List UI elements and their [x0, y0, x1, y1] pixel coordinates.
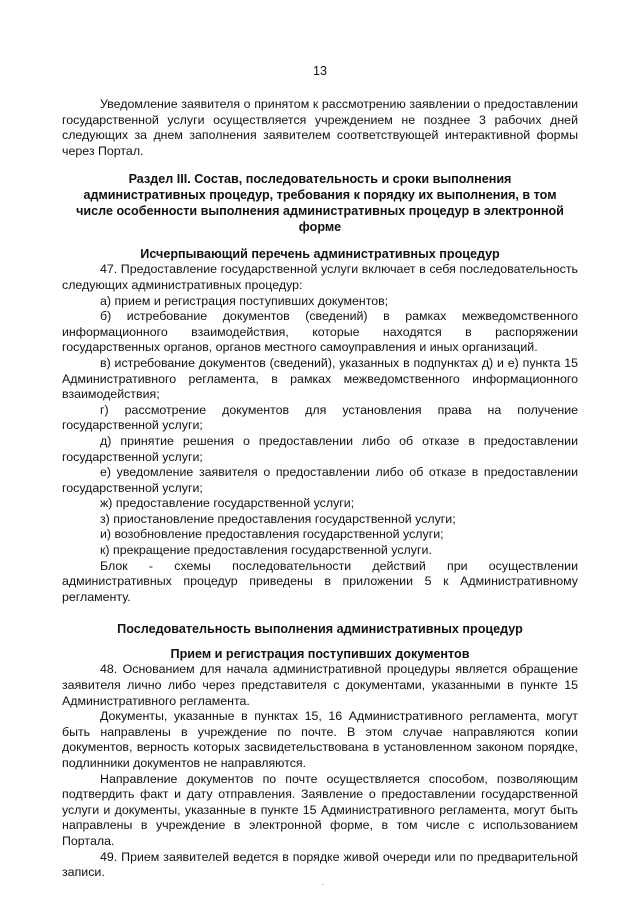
- list-item: ж) предоставление государственной услуги;: [100, 496, 355, 511]
- list-item: е) уведомление заявителя о предоставлении либо об отказе в предоставлении государственной услуги;: [62, 465, 578, 495]
- procedure-list: [62, 294, 578, 559]
- reception-heading: Прием и регистрация поступивших документов: [170, 647, 470, 662]
- list-heading: Исчерпывающий перечень административных процедур: [140, 247, 500, 262]
- list-item: и) возобновление предоставления государственной услуги;: [100, 527, 444, 542]
- paragraph-48: 48. Основанием для начала административной процедуры является обращение заявителя лично либо через представителя с документами, указанными в пункте 15 Административного регламента.: [62, 662, 578, 708]
- list-item: в) истребование документов (сведений), указанных в подпунктах д) и е) пункта 15 Административного регламента, в рамках межведомственного информационного взаимодействия;: [62, 355, 578, 402]
- section-title: Раздел III. Состав, последовательность и сроки выполнения административных процедур, требования к порядку их выполнения, в том числе особенности выполнения административных процедур в электронной форме: [76, 172, 564, 235]
- page-number: 13: [313, 64, 327, 78]
- list-item: з) приостановление предоставления государственной услуги;: [100, 511, 456, 526]
- list-item: б) истребование документов (сведений) в рамках межведомственного информационного взаимодействия, которые находятся в распоряжении государственных органов, органов местного самоуправления и иных организаций.: [62, 309, 578, 355]
- block-scheme-paragraph: Блок - схемы последовательности действий при осуществлении административных процедур приведены в приложении 5 к Административному регламенту.: [62, 558, 578, 604]
- paragraph-47: 47. Предоставление государственной услуги включает в себя последовательность следующих административных процедур:: [62, 262, 578, 292]
- sequence-heading: Последовательность выполнения административных процедур: [117, 622, 523, 637]
- intro-paragraph: Уведомление заявителя о принятом к рассмотрению заявлении о предоставлении государственной услуги осуществляется учреждением не позднее 3 рабочих дней следующих за днем заполнения заявителем соответствующей интерактивной формы через Портал.: [62, 97, 578, 158]
- list-item: а) прием и регистрация поступивших документов;: [100, 293, 389, 308]
- list-item: г) рассмотрение документов для установления права на получение государственной услуги;: [62, 402, 578, 433]
- list-item: д) принятие решения о предоставлении либо об отказе в предоставлении государственной услуги;: [62, 433, 578, 464]
- paragraph-48-mail: Направление документов по почте осуществляется способом, позволяющим подтвердить факт и дату отправления. Заявление о предоставлении государственной услуги и документы, указанные в пункте 15 Административного регламента, могут быть направлены в учреждение в электронной форме, в том числе с использованием Портала.: [62, 771, 578, 848]
- paragraph-48-documents: Документы, указанные в пунктах 15, 16 Административного регламента, могут быть направлены в учреждение по почте. В этом случае направляются копии документов, верность которых засвидетельствована в установленном законом порядке, подлинники документов не направляются.: [62, 709, 578, 770]
- list-item: к) прекращение предоставления государственной услуги.: [100, 543, 432, 558]
- paragraph-49: 49. Прием заявителей ведется в порядке живой очереди или по предварительной записи.: [62, 849, 578, 880]
- scan-speck: [322, 884, 323, 885]
